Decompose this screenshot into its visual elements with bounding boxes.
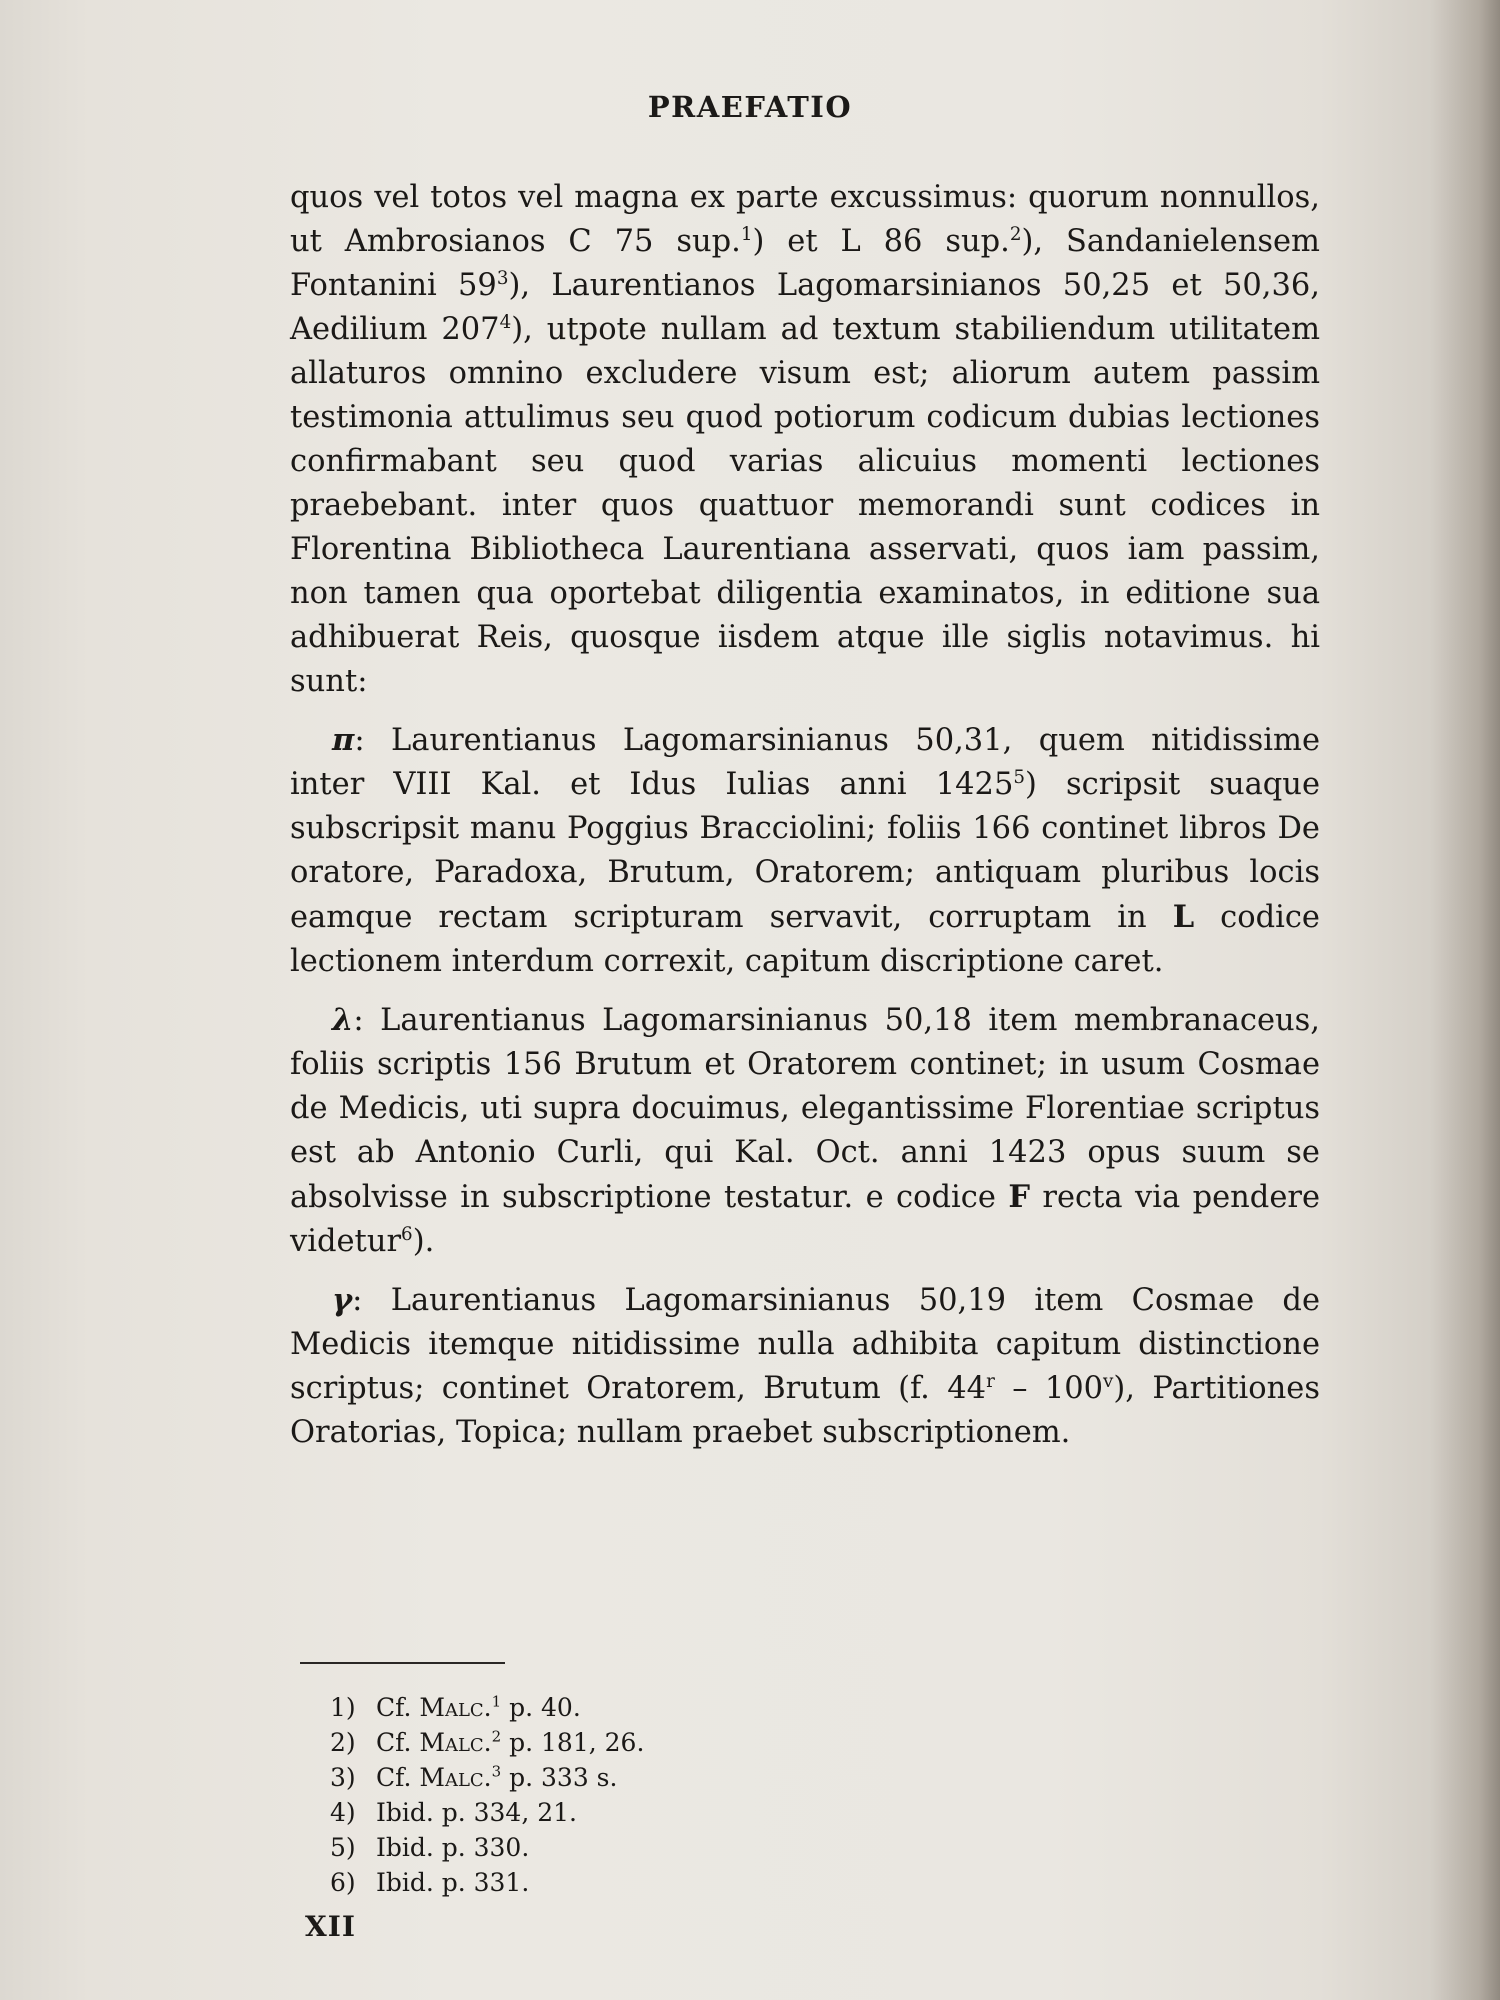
paragraph-codex-pi: π: Laurentianus Lagomarsinianus 50,31, quem nitidissime inter VIII Kal. et Idus Iulias anni 1425$^5$) scripsit suaque subscripsit manu Poggius Bracciolini; foliis 166 continet libros De oratore, Paradoxa, Brutum, Oratorem; antiquam pluribus locis eamque rectam scripturam servavit, corruptam in L codice lectionem interdum correxit, capitum discriptione caret. <box>290 722 1320 979</box>
siglum-lambda: λ <box>332 1002 354 1038</box>
recto-mark: r <box>986 1370 995 1392</box>
paragraph-intro: quos vel totos vel magna ex parte excussimus: quorum nonnullos, ut Ambrosianos C 75 sup.$^1$) et L 86 sup.$^2$), Sandanielensem Fontanini $59^3$), Laurentianos Lagomarsinianos 50,25 et 50,36, Aedilium $207^4$), utpote nullam ad textum stabiliendum utilitatem allaturos omnino excludere visum est; aliorum autem passim testimonia attulimus seu quod potiorum codicum dubias lectiones confirmabant seu quod varias alicuius momenti lectiones praebebant. inter quos quattuor memorandi sunt codices in Florentina Bibliotheca Laurentiana asservati, quos iam passim, non tamen qua oportebat diligentia examinatos, in editione sua adhibuerat Reis, quosque iisdem atque ille siglis notavimus. hi sunt: <box>290 180 1320 699</box>
paragraph-codex-lambda: λ: Laurentianus Lagomarsinianus 50,18 item membranaceus, foliis scriptis 156 Brutum et Oratorem continet; in usum Cosmae de Medicis, uti supra docuimus, elegantissime Florentiae scriptus est ab Antonio Curli, qui Kal. Oct. anni 1423 opus suum se absolvisse in subscriptione testatur. e codice F recta via pendere videtur$^6$). <box>290 1002 1320 1259</box>
footnote-item: 4) Ibid. p. 334, 21. <box>330 1798 577 1827</box>
footnote-ref-1: 1 <box>740 223 753 245</box>
page-number: XII <box>305 1910 356 1943</box>
siglum-pi: π <box>332 722 355 758</box>
footnote-ref-6: 6 <box>401 1223 413 1245</box>
footnote-ref-4: 4 <box>499 311 512 333</box>
paragraph-codex-gamma: γ: Laurentianus Lagomarsinianus 50,19 item Cosmae de Medicis itemque nitidissime nulla adhibita capitum distinctione scriptus; continet Oratorem, Brutum (f. 44$^r$ – 100$^v$), Partitiones Oratorias, Topica; nullam praebet subscriptionem. <box>290 1282 1320 1450</box>
footnote-item: 3) Cf. Malc.$^3$ p. 333 s. <box>330 1762 618 1792</box>
footnote-item: 2) Cf. Malc.$^2$ p. 181, 26. <box>330 1727 645 1757</box>
footnote-divider <box>300 1662 505 1664</box>
footnote-ref-2: 2 <box>1009 223 1022 245</box>
main-text <box>290 176 1320 1469</box>
footnotes-list <box>330 1690 1030 1900</box>
siglum-L: L <box>1172 899 1195 935</box>
footnote-item: 6) Ibid. p. 331. <box>330 1868 530 1897</box>
footnote-ref-3: 3 <box>496 267 509 289</box>
footnote-item: 1) Cf. Malc.$^1$ p. 40. <box>330 1692 581 1722</box>
footnote-ref-5: 5 <box>1013 766 1026 788</box>
footnote-item: 5) Ibid. p. 330. <box>330 1833 530 1862</box>
siglum-gamma: γ <box>332 1282 353 1318</box>
verso-mark: v <box>1103 1370 1114 1392</box>
siglum-F: F <box>1008 1179 1030 1215</box>
running-header: PRAEFATIO <box>647 90 853 124</box>
binding-shadow <box>1430 0 1500 2000</box>
